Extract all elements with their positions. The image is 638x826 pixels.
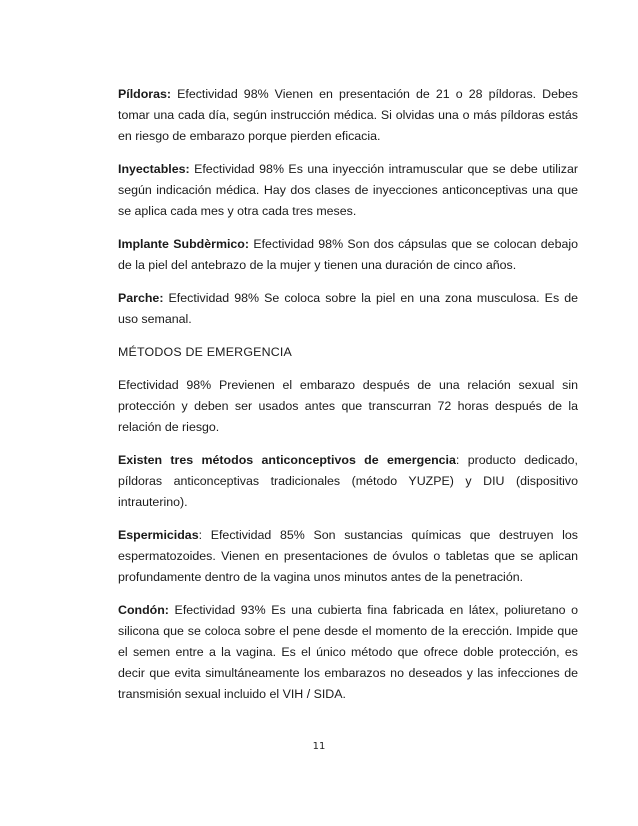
term-condon: Condón:	[118, 603, 169, 617]
paragraph-espermicidas	[118, 525, 578, 588]
paragraph-efectividad-emergencia	[118, 375, 578, 438]
section-heading: MÉTODOS DE EMERGENCIA	[118, 345, 293, 359]
paragraph-implante	[118, 234, 578, 276]
text-inyectables: Efectividad 98% Es una inyección intramuscular que se debe utilizar según indicación médica. Hay dos clases de inyecciones anticonceptivas una que se aplica cada mes y otra cada tres meses.	[118, 162, 578, 218]
term-parche: Parche:	[118, 291, 164, 305]
paragraph-tres-metodos	[118, 450, 578, 513]
term-tres-metodos: Existen tres métodos anticonceptivos de emergencia	[118, 453, 456, 467]
paragraph-condon	[118, 600, 578, 705]
page-number: 11	[312, 741, 326, 752]
text-efectividad-emergencia: Efectividad 98% Previenen el embarazo después de una relación sexual sin protección y deben ser usados antes que transcurran 72 horas después de la relación de riesgo.	[118, 378, 578, 434]
document-page	[118, 84, 578, 717]
term-pildoras: Píldoras:	[118, 87, 172, 101]
text-tres-metodos: : producto dedicado, píldoras anticonceptivas tradicionales (método YUZPE) y DIU (dispositivo intrauterino).	[118, 453, 579, 509]
term-implante: Implante Subdèrmico:	[118, 237, 250, 251]
text-pildoras: Efectividad 98% Vienen en presentación de 21 o 28 píldoras. Debes tomar una cada día, según instrucción médica. Si olvidas una o más píldoras estás en riesgo de embarazo porque pierden eficacia.	[118, 87, 578, 143]
paragraph-inyectables	[118, 159, 578, 222]
text-espermicidas: : Efectividad 85% Son sustancias químicas que destruyen los espermatozoides. Vienen en presentaciones de óvulos o tabletas que se aplican profundamente dentro de la vagina unos minutos antes de la penetración.	[118, 528, 578, 584]
text-implante: Efectividad 98% Son dos cápsulas que se colocan debajo de la piel del antebrazo de la mujer y tienen una duración de cinco años.	[118, 237, 578, 272]
term-inyectables: Inyectables:	[118, 162, 190, 176]
text-parche: Efectividad 98% Se coloca sobre la piel en una zona musculosa. Es de uso semanal.	[118, 291, 578, 326]
paragraph-pildoras	[118, 84, 578, 147]
text-condon: Efectividad 93% Es una cubierta fina fabricada en látex, poliuretano o silicona que se coloca sobre el pene desde el momento de la erección. Impide que el semen entre a la vagina. Es el único método que ofrece doble protección, es decir que evita simultáneamente los embarazos no deseados y las infecciones de transmisión sexual incluido el VIH / SIDA.	[118, 603, 578, 701]
paragraph-parche	[118, 288, 578, 330]
term-espermicidas: Espermicidas	[118, 528, 199, 542]
